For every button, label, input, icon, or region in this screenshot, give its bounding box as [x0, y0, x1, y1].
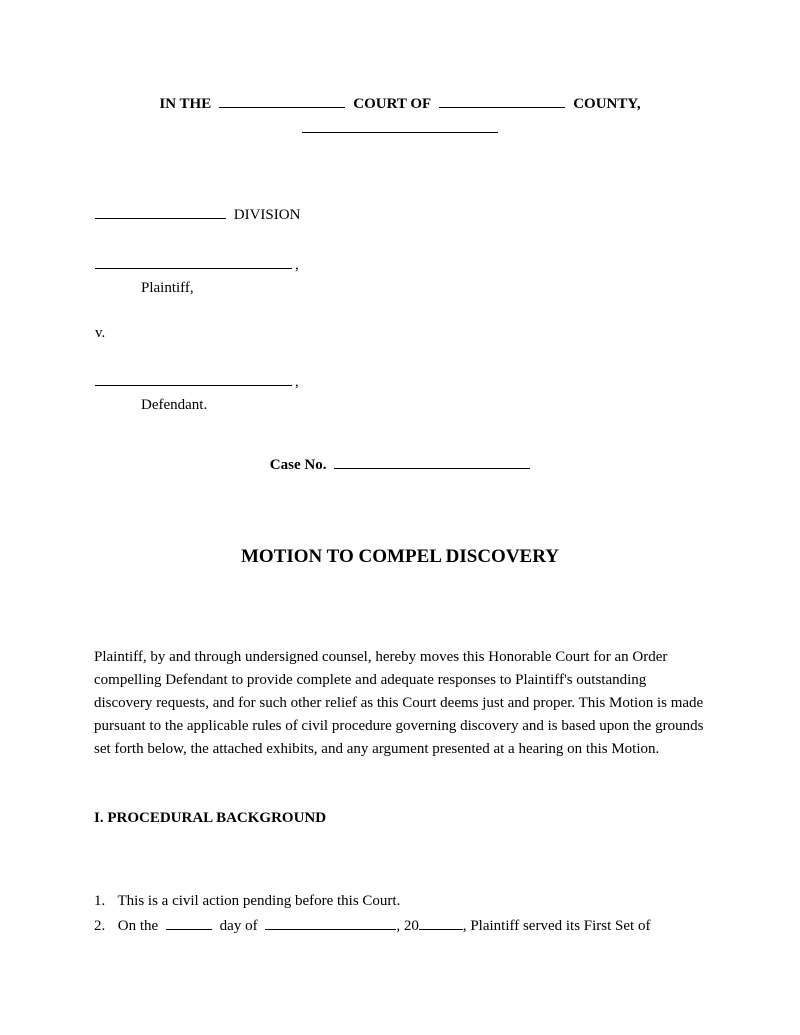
- list-item: [94, 914, 714, 939]
- court-header: [0, 96, 800, 113]
- day-of-label: day of: [219, 918, 258, 934]
- court-second-line-blank: [302, 132, 498, 133]
- case-number-blank: [334, 467, 530, 469]
- intro-paragraph: Plaintiff, by and through undersigned counsel, hereby moves this Honorable Court for an Order compelling Defendant to provide complete and adequate responses to Plaintiff's outstanding discovery requests, and for such other relief as this Court deems just and proper. This Motion is made pursuant to the applicable rules of civil procedure governing discovery and is based upon the grounds set forth below, the attached exhibits, and any argument presented at a hearing on this Motion.: [94, 649, 704, 757]
- case-number-line: [0, 457, 800, 474]
- plaintiff-name-blank: [95, 267, 292, 269]
- division-line: [95, 207, 300, 224]
- list-item-text: This is a civil action pending before this Court.: [117, 893, 401, 909]
- month-blank: [265, 928, 396, 930]
- defendant-name-line: [95, 374, 299, 391]
- county-name-blank: [439, 106, 565, 108]
- division-blank: [95, 217, 226, 219]
- plaintiff-comma: ,: [295, 257, 299, 273]
- court-of-label: COURT OF: [353, 96, 432, 112]
- day-blank: [166, 928, 212, 930]
- section-heading: I. PROCEDURAL BACKGROUND: [94, 810, 327, 826]
- procedural-list: [94, 889, 714, 939]
- court-name-blank: [219, 106, 345, 108]
- plaintiff-label: Plaintiff,: [141, 280, 194, 296]
- defendant-name-blank: [95, 384, 292, 386]
- document-title: MOTION TO COMPEL DISCOVERY: [241, 546, 559, 567]
- list-item-number: 2.: [94, 918, 106, 934]
- list-item-rest: , Plaintiff served its First Set of: [462, 918, 651, 934]
- plaintiff-name-line: [95, 257, 299, 274]
- versus-label: v.: [95, 325, 106, 341]
- year-prefix: , 20: [396, 918, 419, 934]
- defendant-label: Defendant.: [141, 397, 208, 413]
- list-item-number: 1.: [94, 893, 106, 909]
- case-number-label: Case No.: [269, 457, 327, 473]
- on-the-label: On the: [117, 918, 159, 934]
- court-in-the-label: IN THE: [159, 96, 212, 112]
- year-blank: [419, 928, 463, 930]
- list-item: [94, 889, 714, 914]
- division-label: DIVISION: [233, 207, 301, 223]
- county-label: COUNTY,: [573, 96, 641, 112]
- defendant-comma: ,: [295, 374, 299, 390]
